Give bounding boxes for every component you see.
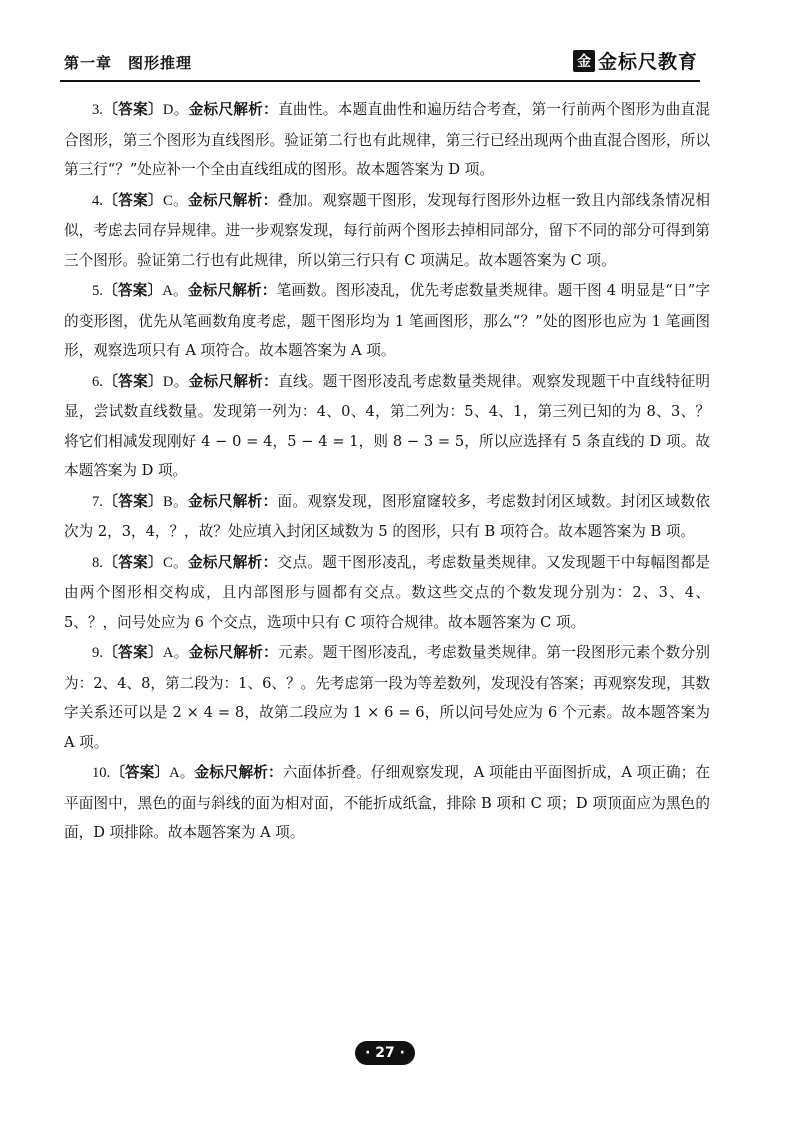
analysis-label: 金标尺解析： (188, 101, 279, 118)
header-divider (60, 80, 700, 82)
answer-key: A。 (162, 283, 188, 299)
analysis-label: 金标尺解析： (194, 764, 283, 781)
answer-tag: 〔答案〕 (102, 101, 163, 118)
answer-tag: 〔答案〕 (102, 191, 163, 209)
page-number: · 27 · (355, 1041, 415, 1065)
analysis-text: 六面体折叠。仔细观察发现，A 项能由平面图折成，A 项正确；在平面图中，黑色的面与斜线的面为相对面，不能折成纸盒，排除 B 项和 C 项；D 项顶面应为黑色的面，D 项排除。故本题答案为 A 项。 (64, 764, 710, 841)
question-number: 4. (92, 192, 103, 209)
chapter-title: 第一章 图形推理 (64, 54, 193, 72)
analysis-label: 金标尺解析： (187, 191, 278, 209)
analysis-label: 金标尺解析： (187, 553, 278, 571)
answer-key: C。 (162, 192, 188, 209)
answer-item-4 (64, 186, 710, 276)
brand-logo (573, 47, 698, 74)
answer-key: D。 (162, 373, 189, 390)
question-number: 7. (92, 493, 103, 510)
answer-item-9 (64, 638, 710, 757)
answer-item-10 (64, 758, 710, 848)
answer-key: A。 (162, 645, 189, 661)
answer-tag: 〔答案〕 (102, 282, 163, 299)
question-number: 3. (92, 102, 103, 118)
analysis-text: 交点。题干图形凌乱，考虑数量类规律。又发现题干中每幅图都是由两个图形相交构成，且内部图形与圆都有交点。数这些交点的个数发现分别为：2、3、4、5、？，问号处应为 6 个交点，选项中只有 C 项符合规律。故本题答案为 C 项。 (64, 553, 710, 631)
answer-key: B。 (162, 493, 188, 510)
answer-item-6 (64, 367, 710, 486)
question-number: 9. (92, 645, 103, 661)
answer-item-3 (64, 95, 710, 185)
analysis-label: 金标尺解析： (187, 492, 278, 510)
question-number: 5. (92, 283, 103, 299)
page-header (60, 46, 700, 80)
answer-item-7 (64, 487, 710, 547)
answer-key: A。 (169, 765, 195, 781)
answer-tag: 〔答案〕 (102, 644, 163, 661)
analysis-label: 金标尺解析： (188, 644, 279, 661)
analysis-label: 金标尺解析： (187, 282, 277, 299)
question-number: 6. (92, 373, 103, 390)
answer-tag: 〔答案〕 (102, 492, 163, 510)
analysis-text: 面。观察发现，图形窟窿较多，考虑数封闭区域数。封闭区域数依次为 2，3，4，？，故？处应填入封闭区域数为 5 的图形，只有 B 项符合。故本题答案为 B 项。 (64, 492, 710, 540)
question-number: 10. (92, 765, 111, 781)
analysis-text: 叠加。观察题干图形，发现每行图形外边框一致且内部线条情况相似，考虑去同存异规律。进一步观察发现，每行前两个图形去掉相同部分，留下不同的部分可得到第三个图形。验证第二行也有此规律，所以第三行只有 C 项满足。故本题答案为 C 项。 (64, 191, 710, 269)
answer-key: C。 (162, 554, 188, 571)
answer-tag: 〔答案〕 (102, 553, 163, 571)
analysis-text: 元素。题干图形凌乱，考虑数量类规律。第一段图形元素个数分别为：2、4、8，第二段为：1、6、？。先考虑第一段为等差数列，发现没有答案；再观察发现，其数字关系还可以是 2 × 4 = 8，故第二段应为 1 × 6 = 6，所以问号处应为 6 个元素。故本题答案为 A 项。 (64, 644, 710, 751)
analysis-text: 直曲性。本题直曲性和遍历结合考查，第一行前两个图形为曲直混合图形，第三个图形为直线图形。验证第二行也有此规律，第三行已经出现两个曲直混合图形，所以第三行“？”处应补一个全由直线组成的图形。故本题答案为 D 项。 (64, 101, 710, 178)
analysis-label: 金标尺解析： (188, 372, 279, 390)
answer-item-8 (64, 548, 710, 638)
analysis-text: 直线。题干图形凌乱考虑数量类规律。观察发现题干中直线特征明显，尝试数直线数量。发现第一列为：4、0、4，第二列为：5、4、1，第三列已知的为 8、3、？将它们相减发现刚好 4 − 0 = 4，5 − 4 = 1，则 8 − 3 = 5，所以应选择有 5 条直线的 D 项。故本题答案为 D 项。 (64, 372, 710, 479)
answer-tag: 〔答案〕 (110, 764, 170, 781)
analysis-text: 笔画数。图形凌乱，优先考虑数量类规律。题干图 4 明显是“日”字的变形图，优先从笔画数角度考虑，题干图形均为 1 笔画图形，那么“？”处的图形也应为 1 笔画图形，观察选项只有 A 项符合。故本题答案为 A 项。 (64, 282, 710, 359)
brand-logo-icon: 金 (573, 50, 595, 72)
answer-tag: 〔答案〕 (102, 372, 163, 390)
question-number: 8. (92, 554, 103, 571)
answer-list (64, 95, 710, 849)
answer-item-5 (64, 276, 710, 366)
answer-key: D。 (162, 102, 189, 118)
brand-name: 金标尺教育 (597, 51, 698, 73)
